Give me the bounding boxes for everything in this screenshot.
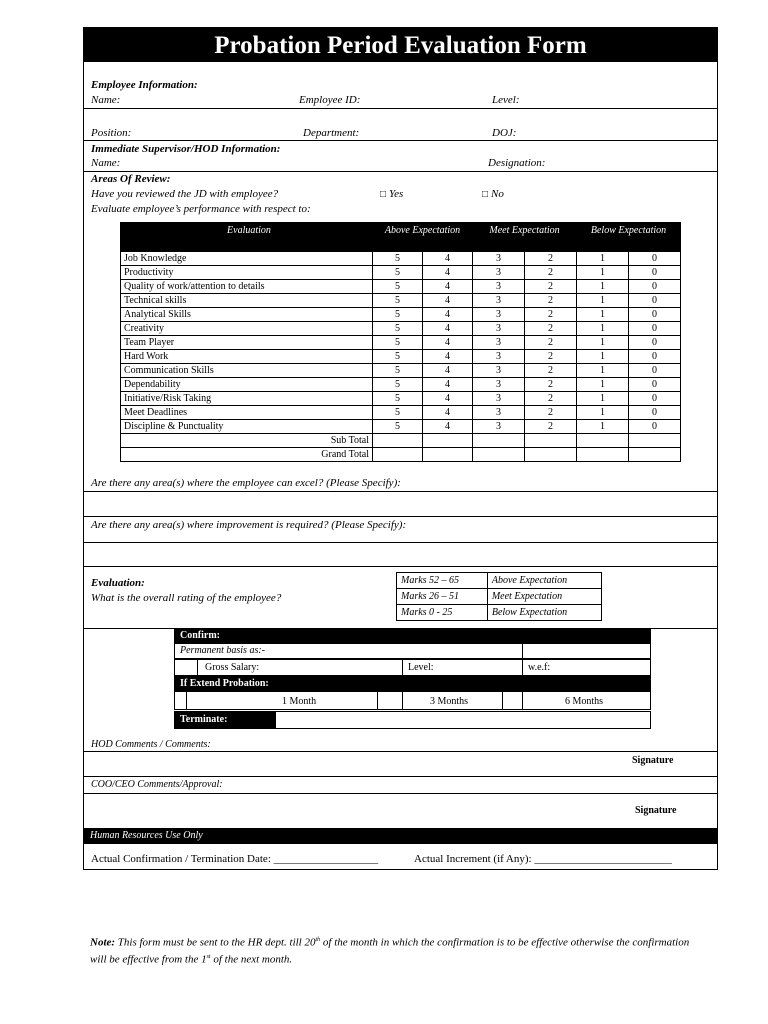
score-cell[interactable]: 3 <box>473 252 525 266</box>
col-below-header: Below Expectation <box>577 223 681 252</box>
score-cell[interactable]: 0 <box>629 364 681 378</box>
marks-table <box>396 572 602 621</box>
evaluation-row <box>121 392 681 406</box>
score-cell[interactable]: 3 <box>473 280 525 294</box>
coo-comments-label: COO/CEO Comments/Approval: <box>91 779 223 790</box>
score-cell[interactable]: 1 <box>577 378 629 392</box>
score-cell[interactable]: 0 <box>629 378 681 392</box>
score-cell[interactable]: 2 <box>525 420 577 434</box>
score-cell[interactable]: 1 <box>577 420 629 434</box>
hr-use-only-heading: Human Resources Use Only <box>84 828 717 844</box>
designation-label: Designation: <box>488 157 546 169</box>
evaluation-criterion: Analytical Skills <box>121 308 373 322</box>
score-cell[interactable]: 2 <box>525 364 577 378</box>
evaluation-criterion: Technical skills <box>121 294 373 308</box>
divider <box>84 566 717 567</box>
evaluation-criterion: Communication Skills <box>121 364 373 378</box>
option-3-months[interactable]: 3 Months <box>430 696 469 707</box>
total-cell[interactable] <box>577 448 629 462</box>
footer-note <box>90 933 690 966</box>
note-sup-2: st <box>206 953 211 960</box>
grand-total-row-label: Grand Total <box>121 448 373 462</box>
score-cell[interactable]: 5 <box>373 350 423 364</box>
score-cell[interactable]: 0 <box>629 406 681 420</box>
sub-total-row-label: Sub Total <box>121 434 373 448</box>
position-label: Position: <box>91 127 132 139</box>
confirm-heading: Confirm: <box>174 628 651 643</box>
evaluation-row <box>121 294 681 308</box>
note-text-2: of the month in which the confirmation is to be effective otherwise the confirmation will be effective from the 1 <box>90 936 690 966</box>
score-cell[interactable]: 0 <box>629 420 681 434</box>
marks-row <box>397 589 602 605</box>
score-cell[interactable]: 3 <box>473 364 525 378</box>
gross-salary-label: Gross Salary: <box>205 662 260 673</box>
evaluation-table-body <box>121 252 681 462</box>
cell-divider <box>522 643 523 659</box>
evaluation-row <box>121 350 681 364</box>
total-cell[interactable] <box>577 434 629 448</box>
note-text-3: of the next month. <box>210 953 293 966</box>
score-cell[interactable]: 4 <box>423 392 473 406</box>
sub-total-row <box>121 434 681 448</box>
score-cell[interactable]: 2 <box>525 280 577 294</box>
divider <box>84 793 717 794</box>
total-cell[interactable] <box>629 434 681 448</box>
marks-row <box>397 573 602 589</box>
score-cell[interactable]: 4 <box>423 252 473 266</box>
total-cell[interactable] <box>525 448 577 462</box>
score-cell[interactable]: 0 <box>629 266 681 280</box>
cell-divider <box>522 659 523 676</box>
coo-signature: Signature <box>635 805 677 816</box>
score-cell[interactable]: 1 <box>577 322 629 336</box>
extend-probation-heading: If Extend Probation: <box>174 676 651 691</box>
divider <box>84 542 717 543</box>
score-cell[interactable]: 5 <box>373 392 423 406</box>
score-cell[interactable]: 5 <box>373 252 423 266</box>
score-cell[interactable]: 5 <box>373 406 423 420</box>
evaluation-table <box>120 222 681 462</box>
evaluation-criterion: Meet Deadlines <box>121 406 373 420</box>
score-cell[interactable]: 0 <box>629 336 681 350</box>
total-cell[interactable] <box>525 434 577 448</box>
total-cell[interactable] <box>629 448 681 462</box>
evaluation-row <box>121 336 681 350</box>
score-cell[interactable]: 1 <box>577 364 629 378</box>
evaluation-criterion: Quality of work/attention to details <box>121 280 373 294</box>
option-6-months[interactable]: 6 Months <box>565 696 604 707</box>
divider <box>84 751 717 752</box>
note-sup-1: th <box>315 937 321 943</box>
score-cell[interactable]: 0 <box>629 322 681 336</box>
checkbox-icon[interactable]: □ <box>482 189 489 200</box>
evaluation-criterion: Productivity <box>121 266 373 280</box>
score-cell[interactable]: 2 <box>525 406 577 420</box>
evaluation-criterion: Team Player <box>121 336 373 350</box>
confirm-level-label: Level: <box>408 662 434 673</box>
score-cell[interactable]: 2 <box>525 266 577 280</box>
score-cell[interactable]: 0 <box>629 280 681 294</box>
score-cell[interactable]: 5 <box>373 280 423 294</box>
evaluation-row <box>121 252 681 266</box>
doj-label: DOJ: <box>492 127 517 139</box>
evaluation-row <box>121 420 681 434</box>
marks-range: Marks 0 - 25 <box>397 605 488 621</box>
employee-info-heading: Employee Information: <box>91 79 198 91</box>
col-above-header: Above Expectation <box>373 223 473 252</box>
marks-label: Below Expectation <box>487 605 601 621</box>
marks-range: Marks 26 – 51 <box>397 589 488 605</box>
score-cell[interactable]: 5 <box>373 266 423 280</box>
evaluation-row <box>121 308 681 322</box>
score-cell[interactable]: 1 <box>577 392 629 406</box>
note-label: Note: <box>90 936 116 949</box>
cell-divider <box>502 691 503 710</box>
permanent-basis-label: Permanent basis as:- <box>180 645 265 656</box>
score-cell[interactable]: 5 <box>373 322 423 336</box>
score-cell[interactable]: 5 <box>373 336 423 350</box>
checkbox-icon[interactable]: □ <box>380 189 387 200</box>
score-cell[interactable]: 4 <box>423 350 473 364</box>
improve-question: Are there any area(s) where improvement is required? (Please Specify): <box>91 519 407 531</box>
evaluation-row <box>121 280 681 294</box>
score-cell[interactable]: 3 <box>473 266 525 280</box>
terminate-label: Terminate: <box>174 712 276 728</box>
confirmation-date-field[interactable]: Actual Confirmation / Termination Date: ___________________ <box>91 853 379 865</box>
marks-row <box>397 605 602 621</box>
hod-comments-label: HOD Comments / Comments: <box>91 739 211 750</box>
score-cell[interactable]: 3 <box>473 336 525 350</box>
cell-divider <box>522 691 523 710</box>
evaluation-criterion: Dependability <box>121 378 373 392</box>
score-cell[interactable]: 1 <box>577 294 629 308</box>
score-cell[interactable]: 1 <box>577 406 629 420</box>
grand-total-row <box>121 448 681 462</box>
evaluation-criterion: Discipline & Punctuality <box>121 420 373 434</box>
cell-divider <box>186 691 187 710</box>
overall-rating-question: What is the overall rating of the employee? <box>91 592 282 604</box>
note-text-1: This form must be sent to the HR dept. till 20 <box>115 936 316 949</box>
score-cell[interactable]: 2 <box>525 350 577 364</box>
divider <box>84 171 717 172</box>
score-cell[interactable]: 3 <box>473 420 525 434</box>
evaluation-heading: Evaluation: <box>91 577 145 589</box>
score-cell[interactable]: 1 <box>577 350 629 364</box>
score-cell[interactable]: 3 <box>473 308 525 322</box>
score-cell[interactable]: 3 <box>473 350 525 364</box>
total-cell[interactable] <box>373 434 423 448</box>
score-cell[interactable]: 3 <box>473 378 525 392</box>
score-cell[interactable]: 4 <box>423 364 473 378</box>
yes-option[interactable] <box>380 188 403 201</box>
marks-label: Above Expectation <box>487 573 601 589</box>
score-cell[interactable]: 4 <box>423 280 473 294</box>
score-cell[interactable]: 4 <box>423 420 473 434</box>
divider <box>84 491 717 492</box>
score-cell[interactable]: 5 <box>373 364 423 378</box>
score-cell[interactable]: 5 <box>373 378 423 392</box>
employee-level-label: Level: <box>492 94 520 106</box>
score-cell[interactable]: 1 <box>577 336 629 350</box>
divider <box>84 516 717 517</box>
score-cell[interactable]: 1 <box>577 280 629 294</box>
score-cell[interactable]: 1 <box>577 308 629 322</box>
col-evaluation-header: Evaluation <box>121 223 373 252</box>
score-cell[interactable]: 2 <box>525 378 577 392</box>
score-cell[interactable]: 2 <box>525 322 577 336</box>
marks-range: Marks 52 – 65 <box>397 573 488 589</box>
score-cell[interactable]: 2 <box>525 336 577 350</box>
score-cell[interactable]: 4 <box>423 308 473 322</box>
evaluation-form <box>83 27 718 870</box>
score-cell[interactable]: 2 <box>525 294 577 308</box>
cell-divider <box>377 691 378 710</box>
score-cell[interactable]: 3 <box>473 294 525 308</box>
evaluation-row <box>121 322 681 336</box>
divider <box>84 108 717 109</box>
evaluation-row <box>121 378 681 392</box>
score-cell[interactable]: 5 <box>373 420 423 434</box>
supervisor-info-heading: Immediate Supervisor/HOD Information: <box>91 143 281 155</box>
score-cell[interactable]: 4 <box>423 266 473 280</box>
department-label: Department: <box>303 127 360 139</box>
jd-question: Have you reviewed the JD with employee? <box>91 188 279 200</box>
total-cell[interactable] <box>423 448 473 462</box>
no-option[interactable] <box>482 188 504 201</box>
cell-divider <box>402 659 403 676</box>
supervisor-name-label: Name: <box>91 157 121 169</box>
employee-id-label: Employee ID: <box>299 94 361 106</box>
score-cell[interactable]: 2 <box>525 308 577 322</box>
evaluation-criterion: Initiative/Risk Taking <box>121 392 373 406</box>
evaluation-row <box>121 364 681 378</box>
total-cell[interactable] <box>373 448 423 462</box>
excel-question: Are there any area(s) where the employee can excel? (Please Specify): <box>91 477 401 489</box>
form-title: Probation Period Evaluation Form <box>84 28 717 62</box>
score-cell[interactable]: 0 <box>629 294 681 308</box>
total-cell[interactable] <box>473 434 525 448</box>
wef-label: w.e.f: <box>528 662 551 673</box>
cell-divider <box>197 659 198 676</box>
increment-field[interactable]: Actual Increment (if Any): _________________________ <box>414 853 672 865</box>
employee-name-label: Name: <box>91 94 121 106</box>
divider <box>84 140 717 141</box>
cell-divider <box>402 691 403 710</box>
score-cell[interactable]: 5 <box>373 294 423 308</box>
score-cell[interactable]: 5 <box>373 308 423 322</box>
option-1-month[interactable]: 1 Month <box>282 696 317 707</box>
score-cell[interactable]: 0 <box>629 252 681 266</box>
score-cell[interactable]: 0 <box>629 350 681 364</box>
no-label: No <box>491 188 504 200</box>
score-cell[interactable]: 3 <box>473 406 525 420</box>
score-cell[interactable]: 0 <box>629 392 681 406</box>
areas-of-review-heading: Areas Of Review: <box>91 173 171 185</box>
col-meet-header: Meet Expectation <box>473 223 577 252</box>
score-cell[interactable]: 2 <box>525 392 577 406</box>
yes-label: Yes <box>389 188 404 200</box>
total-cell[interactable] <box>423 434 473 448</box>
score-cell[interactable]: 1 <box>577 266 629 280</box>
evaluation-criterion: Job Knowledge <box>121 252 373 266</box>
hod-signature: Signature <box>632 755 674 766</box>
score-cell[interactable]: 4 <box>423 322 473 336</box>
score-cell[interactable]: 0 <box>629 308 681 322</box>
evaluation-criterion: Creativity <box>121 322 373 336</box>
score-cell[interactable]: 1 <box>577 252 629 266</box>
score-cell[interactable]: 2 <box>525 252 577 266</box>
score-cell[interactable]: 4 <box>423 406 473 420</box>
score-cell[interactable]: 4 <box>423 294 473 308</box>
marks-label: Meet Expectation <box>487 589 601 605</box>
evaluate-instruction: Evaluate employee’s performance with respect to: <box>91 203 311 215</box>
total-cell[interactable] <box>473 448 525 462</box>
score-cell[interactable]: 3 <box>473 392 525 406</box>
score-cell[interactable]: 3 <box>473 322 525 336</box>
evaluation-row <box>121 266 681 280</box>
evaluation-row <box>121 406 681 420</box>
evaluation-criterion: Hard Work <box>121 350 373 364</box>
score-cell[interactable]: 4 <box>423 336 473 350</box>
score-cell[interactable]: 4 <box>423 378 473 392</box>
divider <box>84 776 717 777</box>
